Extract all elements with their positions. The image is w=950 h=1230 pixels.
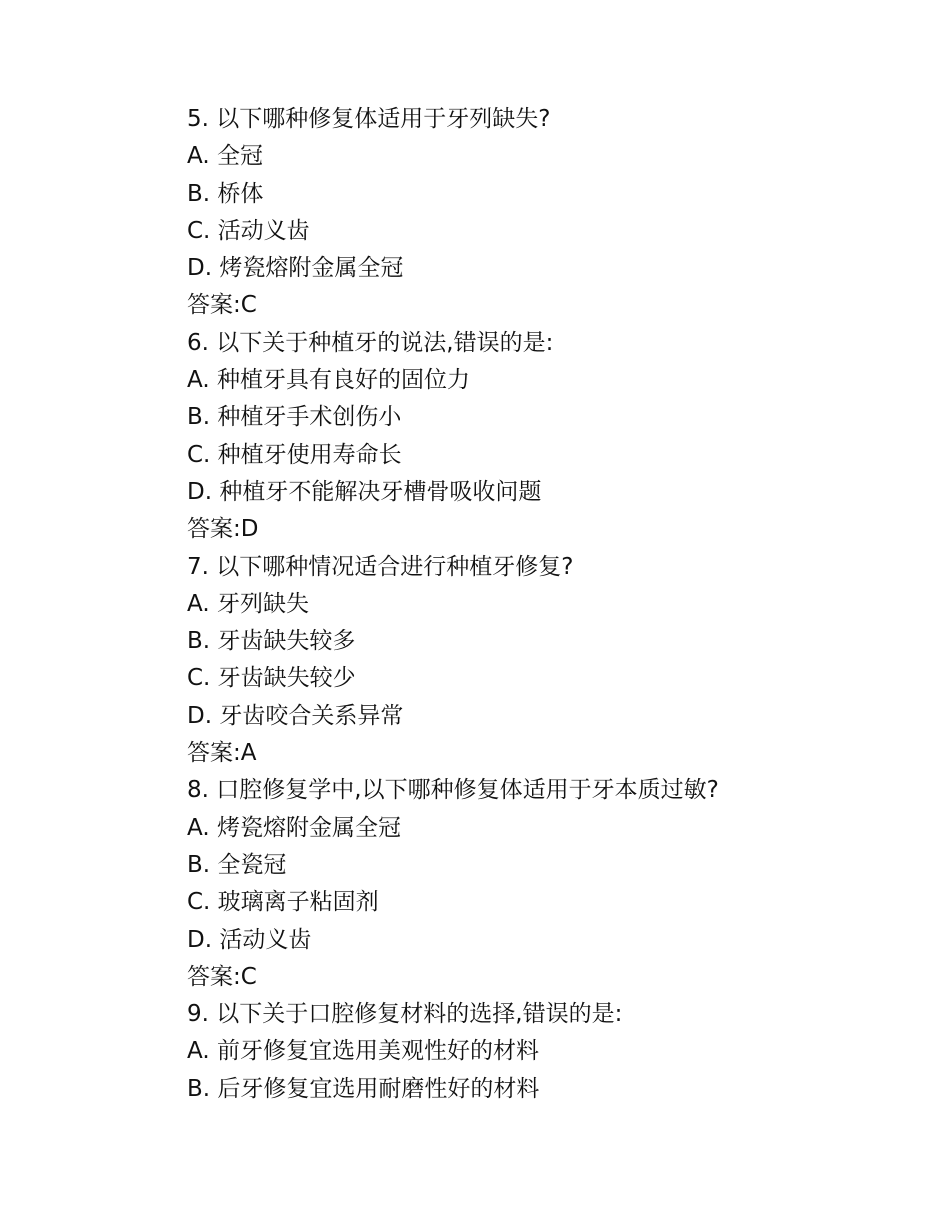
question-5-option-c: C. 活动义齿: [187, 217, 310, 244]
question-7-text: 7. 以下哪种情况适合进行种植牙修复?: [187, 553, 574, 580]
question-7-option-d: D. 牙齿咬合关系异常: [187, 702, 404, 729]
question-8-option-b: B. 全瓷冠: [187, 851, 287, 878]
question-6-option-d: D. 种植牙不能解决牙槽骨吸收问题: [187, 478, 542, 505]
question-9-option-a: A. 前牙修复宜选用美观性好的材料: [187, 1038, 539, 1065]
question-7-option-a: A. 牙列缺失: [187, 590, 309, 617]
question-9-text: 9. 以下关于口腔修复材料的选择,错误的是:: [187, 1001, 623, 1028]
question-9-option-b: B. 后牙修复宜选用耐磨性好的材料: [187, 1075, 540, 1102]
question-7-answer: 答案:A: [187, 740, 257, 767]
question-8-text: 8. 口腔修复学中,以下哪种修复体适用于牙本质过敏?: [187, 777, 719, 804]
question-8-option-c: C. 玻璃离子粘固剂: [187, 889, 379, 916]
question-7-option-b: B. 牙齿缺失较多: [187, 628, 356, 655]
question-5-text: 5. 以下哪种修复体适用于牙列缺失?: [187, 106, 551, 132]
question-6-answer: 答案:D: [187, 516, 259, 543]
question-6-option-a: A. 种植牙具有良好的固位力: [187, 367, 470, 394]
question-6-option-b: B. 种植牙手术创伤小: [187, 404, 402, 431]
question-5-option-d: D. 烤瓷熔附金属全冠: [187, 255, 404, 282]
question-8-answer: 答案:C: [187, 963, 257, 990]
question-5-option-a: A. 全冠: [187, 143, 263, 170]
question-8-option-d: D. 活动义齿: [187, 926, 312, 953]
question-7-option-c: C. 牙齿缺失较少: [187, 665, 356, 692]
question-6-text: 6. 以下关于种植牙的说法,错误的是:: [187, 329, 554, 356]
question-5-option-b: B. 桥体: [187, 180, 264, 207]
question-content: [187, 101, 887, 1108]
question-5-answer: 答案:C: [187, 292, 257, 319]
question-8-option-a: A. 烤瓷熔附金属全冠: [187, 814, 401, 841]
question-6-option-c: C. 种植牙使用寿命长: [187, 441, 402, 468]
